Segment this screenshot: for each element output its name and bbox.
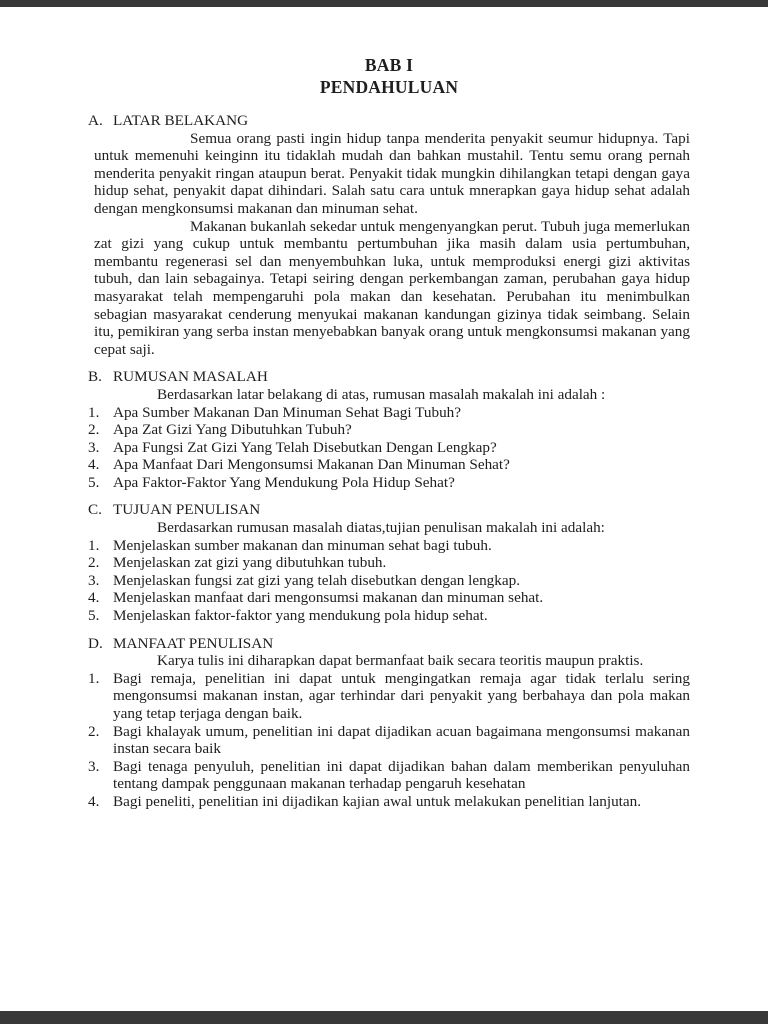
list-item [88,723,690,758]
list-item [88,439,690,457]
paragraph: Semua orang pasti ingin hidup tanpa menderita penyakit seumur hidupnya. Tapi untuk memenuhi keinginn itu tidaklah mudah dan bahkan mustahil. Tentu semu orang pernah menderita penyakit ringan ataupun berat. Penyakit tidak mungkin dihilangkan tetapi dengan gaya hidup sehat, penyakit dapat dihindari. Salah satu cara untuk mnerapkan gaya hidup sehat adalah dengan mengkonsumsi makanan dan minuman sehat. [94,129,690,217]
list-item-number: 3. [88,438,100,456]
list-item-number: 1. [88,669,100,687]
list-item [88,404,690,422]
section-heading-row [88,501,690,519]
section-heading-row [88,112,690,130]
viewer-top-bar [0,0,768,7]
chapter-subtitle: PENDAHULUAN [319,77,459,97]
list-item-number: 4. [88,589,100,607]
list-item-number: 5. [88,607,100,625]
list-item-text: Bagi peneliti, penelitian ini dijadikan kajian awal untuk melakukan penelitian lanjutan. [113,792,642,810]
list-item-text: Bagi khalayak umum, penelitian ini dapat dijadikan acuan bagaimana mengonsumsi makanan instan secara baik [113,722,690,758]
viewer-bottom-bar [0,1011,768,1024]
list-item-number: 5. [88,473,100,491]
section-heading-row [88,635,690,653]
list-item-number: 1. [88,403,100,421]
list-item-number: 4. [88,792,100,810]
section-intro: Karya tulis ini diharapkan dapat bermanfaat baik secara teoritis maupun praktis. [157,652,644,670]
list-item-number: 2. [88,554,100,572]
section-manfaat-penulisan [88,635,690,811]
document-page [0,7,768,1011]
paragraph: Makanan bukanlah sekedar untuk mengenyangkan perut. Tubuh juga memerlukan zat gizi yang cukup untuk membantu pertumbuhan jika masih dalam usia pertumbuhan, membantu regenerasi sel dan menyembuhkan luka, untuk memproduksi energi gizi aktivitas tubuh, dan lain sebagainya. Tetapi seiring dengan perkembangan zaman, perubahan gaya hidup masyarakat telah mempengaruhi pola makan dan kesehatan. Perubahan itu menimbulkan sebagian masyarakat cenderung menyukai makanan kandungan gizinya tidak seimbang. Selain itu, pemikiran yang serba instan menyebabkan banyak orang untuk mengkonsumsi makanan yang cepat saji. [94,217,690,358]
list-item-number: 3. [88,571,100,589]
section-intro: Berdasarkan latar belakang di atas, rumusan masalah makalah ini adalah : [157,385,606,403]
list-item-text: Menjelaskan faktor-faktor yang mendukung pola hidup sehat. [113,607,488,625]
section-heading: MANFAAT PENULISAN [113,634,274,652]
list-item-text: Apa Zat Gizi Yang Dibutuhkan Tubuh? [113,421,352,439]
document-title-block [88,54,690,98]
section-heading-row [88,368,690,386]
list-item-text: Bagi tenaga penyuluh, penelitian ini dapat dijadikan bahan dalam memberikan penyuluhan tentang dampak penggunaan makanan terhadap pengaruh kesehatan [113,757,690,793]
list-item-text: Menjelaskan fungsi zat gizi yang telah disebutkan dengan lengkap. [113,571,520,589]
section-label: C. [88,501,102,519]
list-item [88,572,690,590]
list-item-number: 2. [88,421,100,439]
list-item-number: 1. [88,536,100,554]
list-item-text: Apa Sumber Makanan Dan Minuman Sehat Bagi Tubuh? [113,403,462,421]
list-item-text: Apa Manfaat Dari Mengonsumsi Makanan Dan Minuman Sehat? [113,456,510,474]
section-latar-belakang [88,112,690,358]
list-item-text: Menjelaskan sumber makanan dan minuman sehat bagi tubuh. [113,536,492,554]
list-item-number: 2. [88,722,100,740]
list-item-number: 4. [88,456,100,474]
list-item [88,456,690,474]
section-intro: Berdasarkan rumusan masalah diatas,tujian penulisan makalah ini adalah: [157,519,605,537]
section-heading: TUJUAN PENULISAN [113,501,261,519]
section-rumusan-masalah [88,368,690,491]
list-item [88,554,690,572]
section-label: D. [88,634,103,652]
section-heading: RUMUSAN MASALAH [113,368,268,386]
list-item-text: Apa Faktor-Faktor Yang Mendukung Pola Hidup Sehat? [113,473,455,491]
list-item [88,537,690,555]
section-heading: LATAR BELAKANG [113,112,249,129]
list-item [88,474,690,492]
list-item-text: Menjelaskan manfaat dari mengonsumsi makanan dan minuman sehat. [113,589,544,607]
list-item [88,607,690,625]
list-item-text: Bagi remaja, penelitian ini dapat untuk mengingatkan remaja agar tidak terlalu sering mengonsumsi makanan instan, agar terhindar dari penyakit yang berbahaya dan pola makan yang tetap terjaga dengan baik. [113,669,690,722]
list-item [88,758,690,793]
list-item [88,589,690,607]
list-item [88,670,690,723]
section-label: A. [88,112,103,129]
list-item-number: 3. [88,757,100,775]
section-label: B. [88,368,102,386]
list-item [88,421,690,439]
section-tujuan-penulisan [88,501,690,624]
list-item-text: Menjelaskan zat gizi yang dibutuhkan tubuh. [113,554,387,572]
chapter-title: BAB I [364,55,414,75]
list-item [88,793,690,811]
list-item-text: Apa Fungsi Zat Gizi Yang Telah Disebutkan Dengan Lengkap? [113,438,497,456]
